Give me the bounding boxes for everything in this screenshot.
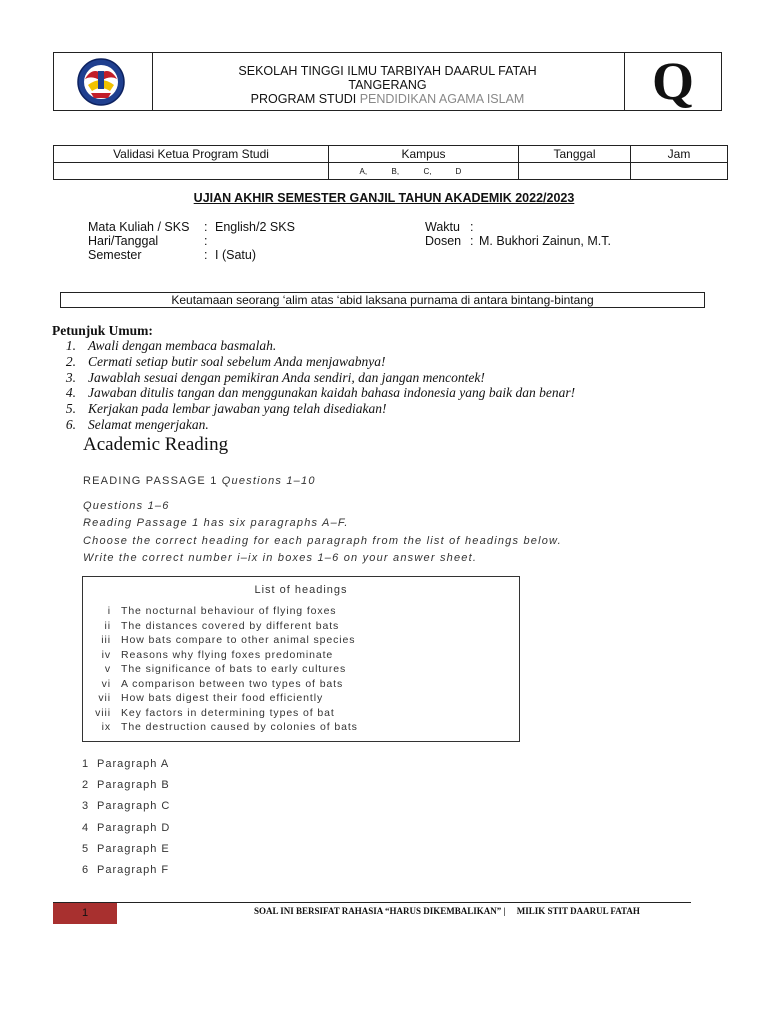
answer-number: 1 (82, 758, 90, 770)
instruction-item (52, 354, 575, 370)
answer-item (82, 839, 170, 860)
campus-option-c[interactable]: C, (423, 166, 432, 176)
campus-col-head: Kampus (329, 146, 519, 163)
program-line (152, 92, 623, 106)
campus-option-d[interactable]: D (455, 166, 462, 176)
instruction-number: 5. (65, 401, 76, 417)
answer-text: Paragraph E (97, 842, 170, 855)
validation-header-row (54, 146, 728, 163)
section-title: Academic Reading (83, 434, 229, 455)
passage-questions: Questions 1–10 (221, 475, 316, 487)
heading-text: How bats digest their food efficiently (121, 692, 324, 704)
instruction-item (52, 385, 575, 401)
date-col-head: Tanggal (519, 146, 631, 163)
program-value: PENDIDIKAN AGAMA ISLAM (359, 92, 525, 106)
logo-cell (54, 53, 153, 110)
heading-item (83, 633, 358, 648)
institution-city: TANGERANG (348, 78, 427, 92)
instruction-item (52, 338, 575, 354)
lecturer-separator: : (470, 234, 474, 248)
program-label: PROGRAM STUDI (250, 92, 357, 106)
heading-numeral: v (104, 663, 111, 675)
campus-options (329, 163, 519, 180)
heading-numeral: viii (95, 706, 111, 719)
answer-number: 4 (82, 821, 90, 834)
heading-item (83, 662, 358, 677)
heading-numeral: iv (101, 648, 111, 661)
heading-item (83, 619, 358, 634)
validation-table (53, 145, 728, 180)
day-label: Hari/Tanggal (88, 234, 159, 248)
validation-col-head: Validasi Ketua Program Studi (54, 146, 329, 163)
time-col-head: Jam (631, 146, 728, 163)
answer-number: 6 (82, 863, 90, 876)
heading-item (83, 648, 358, 663)
code-cell (624, 53, 721, 110)
heading-numeral: vii (98, 692, 111, 704)
institution-name: SEKOLAH TINGGI ILMU TARBIYAH DAARUL FATAH (238, 64, 537, 78)
instruction-number: 6. (65, 416, 76, 432)
instruction-number: 4. (65, 385, 76, 401)
heading-text: The destruction caused by colonies of bats (121, 721, 358, 733)
course-separator: : (204, 220, 208, 234)
heading-item (83, 604, 358, 619)
heading-text: The significance of bats to early cultures (121, 663, 347, 675)
instruction-item (52, 417, 575, 433)
footer-page-number: 1 (53, 903, 117, 924)
answer-text: Paragraph B (97, 779, 170, 792)
campus-option-b[interactable]: B, (391, 166, 400, 176)
code-letter: Q (651, 51, 694, 111)
passage-label: READING PASSAGE 1 (83, 475, 218, 487)
heading-numeral: i (107, 605, 111, 617)
heading-item (83, 720, 358, 735)
motto-box: Keutamaan seorang ‘alim atas ‘abid laksana purnama di antara bintang-bintang (60, 292, 705, 308)
lecturer-label: Dosen (425, 234, 462, 248)
heading-numeral: iii (101, 634, 111, 646)
exam-title: UJIAN AKHIR SEMESTER GANJIL TAHUN AKADEMIK 2022/2023 (193, 191, 575, 205)
semester-separator: : (204, 248, 208, 262)
answer-text: Paragraph C (97, 800, 171, 813)
time-separator: : (470, 220, 474, 234)
footer-divider (53, 902, 691, 903)
answer-item (82, 860, 170, 881)
task-line-3: Write the correct number i–ix in boxes 1–6 on your answer sheet. (83, 552, 478, 564)
heading-text: The distances covered by different bats (121, 619, 340, 632)
headings-box (82, 576, 520, 742)
heading-numeral: ii (104, 619, 111, 632)
answer-number: 5 (82, 842, 90, 855)
answer-list (82, 754, 170, 881)
task-line-1: Reading Passage 1 has six paragraphs A–F. (83, 517, 349, 529)
question-range: Questions 1–6 (83, 500, 170, 512)
instruction-item (52, 370, 575, 386)
instructions-title: Petunjuk Umum: (52, 323, 153, 338)
heading-text: A comparison between two types of bats (121, 677, 344, 690)
time-label: Waktu (425, 220, 460, 234)
course-value: English/2 SKS (215, 220, 295, 234)
heading-numeral: vi (101, 677, 111, 690)
heading-item (83, 677, 358, 692)
answer-number: 2 (82, 779, 90, 792)
instruction-text: Kerjakan pada lembar jawaban yang telah disediakan! (88, 401, 387, 417)
answer-item (82, 818, 170, 839)
answer-number: 3 (82, 800, 90, 813)
validation-value-row (54, 163, 728, 180)
time-cell[interactable] (631, 163, 728, 180)
answer-text: Paragraph D (97, 821, 171, 834)
instructions-list (52, 338, 575, 433)
answer-item (82, 754, 170, 775)
instruction-text: Jawaban ditulis tangan dan menggunakan kaidah bahasa indonesia yang baik dan benar! (88, 385, 576, 401)
footer-text: SOAL INI BERSIFAT RAHASIA “HARUS DIKEMBALIKAN” | MILIK STIT DAARUL FATAH (254, 906, 640, 916)
answer-text: Paragraph A (97, 758, 170, 770)
instruction-item (52, 401, 575, 417)
header-box (53, 52, 722, 111)
heading-text: Key factors in determining types of bat (121, 706, 335, 719)
instruction-number: 3. (65, 369, 76, 385)
day-separator: : (204, 234, 208, 248)
answer-item (82, 796, 170, 817)
date-cell[interactable] (519, 163, 631, 180)
instruction-text: Jawablah sesuai dengan pemikiran Anda sendiri, dan jangan mencontek! (88, 369, 485, 385)
instruction-number: 2. (65, 353, 76, 369)
heading-numeral: ix (101, 721, 111, 733)
headings-list (83, 604, 358, 735)
heading-item (83, 706, 358, 721)
instruction-text: Selamat mengerjakan. (88, 416, 209, 432)
heading-text: Reasons why flying foxes predominate (121, 648, 334, 661)
answer-item (82, 775, 170, 796)
semester-value: I (Satu) (215, 248, 256, 262)
instruction-text: Cermati setiap butir soal sebelum Anda menjawabnya! (88, 353, 386, 369)
semester-label: Semester (88, 248, 142, 262)
headings-title: List of headings (254, 584, 348, 596)
institution-seal-icon (74, 57, 128, 107)
lecturer-value: M. Bukhori Zainun, M.T. (479, 234, 611, 248)
campus-option-a[interactable]: A, (359, 166, 368, 176)
task-line-2: Choose the correct heading for each paragraph from the list of headings below. (83, 535, 562, 547)
validation-signature-cell[interactable] (54, 163, 329, 180)
heading-text: The nocturnal behaviour of flying foxes (121, 605, 337, 617)
heading-item (83, 691, 358, 706)
heading-text: How bats compare to other animal species (121, 634, 356, 646)
answer-text: Paragraph F (97, 863, 170, 876)
instruction-text: Awali dengan membaca basmalah. (88, 338, 277, 353)
instruction-number: 1. (65, 338, 76, 353)
course-label: Mata Kuliah / SKS (88, 220, 190, 234)
passage-heading (83, 475, 316, 487)
